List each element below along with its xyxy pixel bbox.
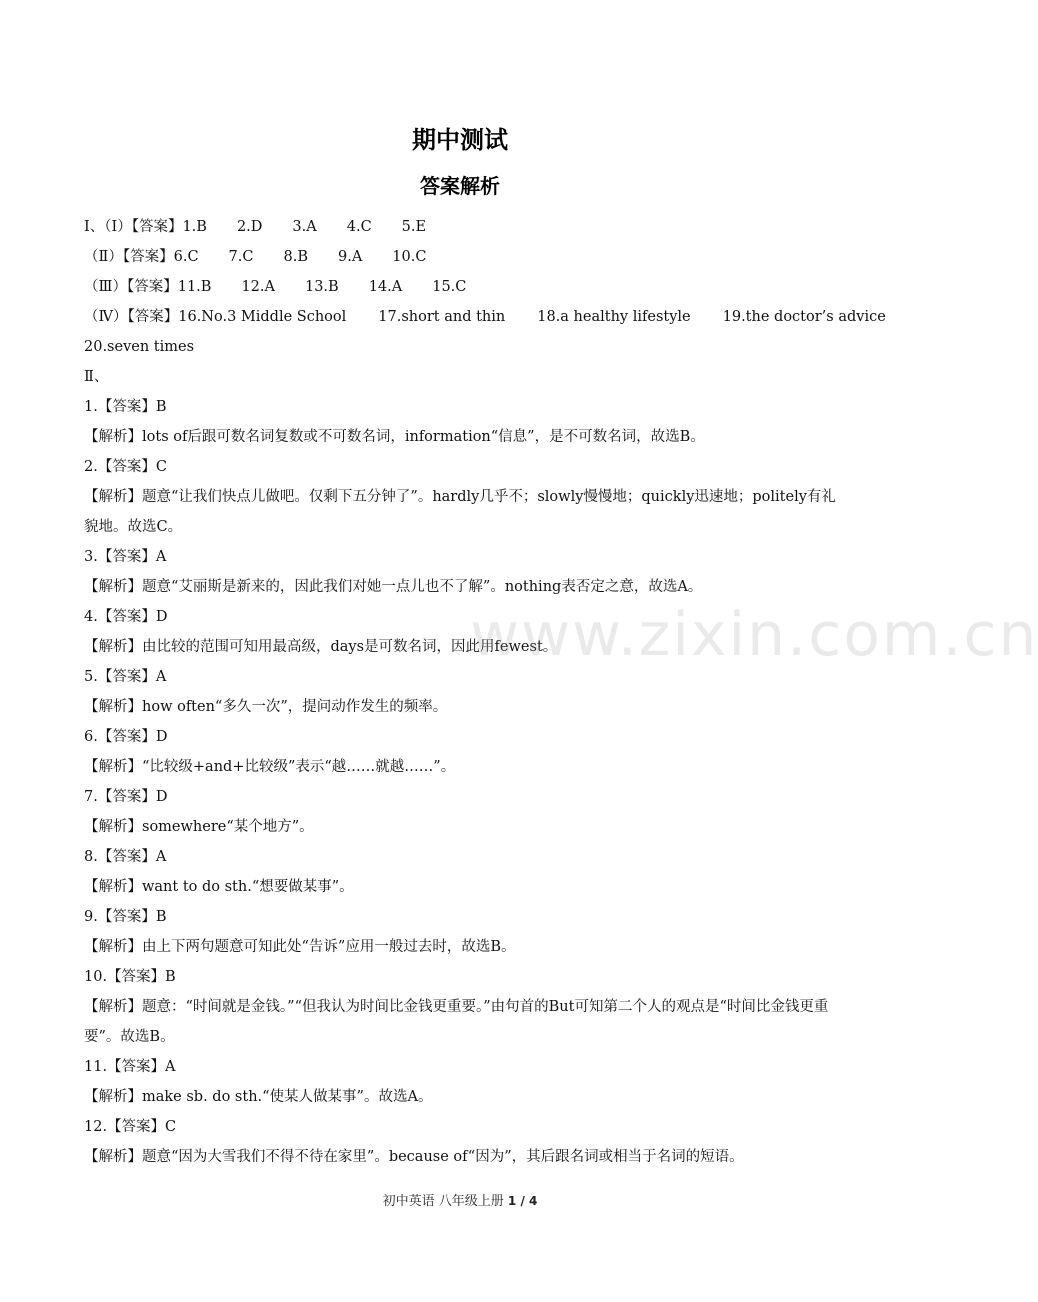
answer-row-2: （Ⅱ）【答案】6.C 7.C 8.B 9.A 10.C — [84, 249, 427, 265]
answer-row-5: 20.seven times — [84, 339, 195, 355]
answer-line: 12.【答案】C — [84, 1119, 177, 1135]
answer-line: 3.【答案】A — [84, 549, 167, 565]
answer-line: 10.【答案】B — [84, 969, 176, 985]
explanation-line: 【解析】somewhere“某个地方”。 — [84, 819, 314, 835]
page-subtitle: 答案解析 — [420, 174, 500, 198]
answer-row-1: Ⅰ、（Ⅰ）【答案】1.B 2.D 3.A 4.C 5.E — [84, 219, 427, 235]
answer-line: 9.【答案】B — [84, 909, 167, 925]
answer-line: 7.【答案】D — [84, 789, 168, 805]
explanation-line: 【解析】lots of后跟可数名词复数或不可数名词，information“信息”，是不可数名词，故选B。 — [84, 429, 705, 445]
answer-line: 8.【答案】A — [84, 849, 167, 865]
explanation-line: 【解析】由比较的范围可知用最高级，days是可数名词，因此用fewest。 — [84, 639, 558, 655]
explanation-line: 【解析】make sb. do sth.“使某人做某事”。故选A。 — [84, 1089, 433, 1105]
answer-line: 5.【答案】A — [84, 669, 167, 685]
watermark: www.zixin.com.cn — [470, 600, 1038, 670]
answer-line: 11.【答案】A — [84, 1059, 176, 1075]
page-footer — [0, 1190, 920, 1209]
answer-line: 1.【答案】B — [84, 399, 167, 415]
explanation-line: 【解析】题意“艾丽斯是新来的，因此我们对她一点儿也不了解”。nothing表否定之意，故选A。 — [84, 579, 703, 595]
answer-content — [84, 212, 886, 1172]
explanation-line: 【解析】题意：“时间就是金钱。”“但我认为时间比金钱更重要。”由句首的But可知第二个人的观点是“时间比金钱更重要”。故选B。 — [84, 999, 829, 1045]
answer-line: 4.【答案】D — [84, 609, 168, 625]
section-header: Ⅱ、 — [84, 369, 109, 385]
explanation-line: 【解析】“比较级+and+比较级”表示“越……就越……”。 — [84, 759, 456, 775]
explanation-line: 【解析】由上下两句题意可知此处“告诉”应用一般过去时，故选B。 — [84, 939, 516, 955]
page-number: 1 / 4 — [507, 1194, 538, 1208]
answer-line: 6.【答案】D — [84, 729, 168, 745]
answer-line: 2.【答案】C — [84, 459, 167, 475]
explanation-line: 【解析】how often“多久一次”，提问动作发生的频率。 — [84, 699, 448, 715]
explanation-line: 【解析】题意“因为大雪我们不得不待在家里”。because of“因为”，其后跟名词或相当于名词的短语。 — [84, 1149, 744, 1165]
answer-row-3: （Ⅲ）【答案】11.B 12.A 13.B 14.A 15.C — [84, 279, 467, 295]
explanation-line: 【解析】want to do sth.“想要做某事”。 — [84, 879, 354, 895]
explanation-line: 【解析】题意“让我们快点儿做吧。仅剩下五分钟了”。hardly几乎不；slowly慢慢地；quickly迅速地；politely有礼貌地。故选C。 — [84, 489, 836, 535]
answer-row-4: （Ⅳ）【答案】16.No.3 Middle School 17.short and thin 18.a healthy lifestyle 19.the doctor’s advice — [84, 309, 886, 325]
footer-text: 初中英语 八年级上册 — [382, 1194, 504, 1209]
page-title: 期中测试 — [412, 125, 508, 154]
